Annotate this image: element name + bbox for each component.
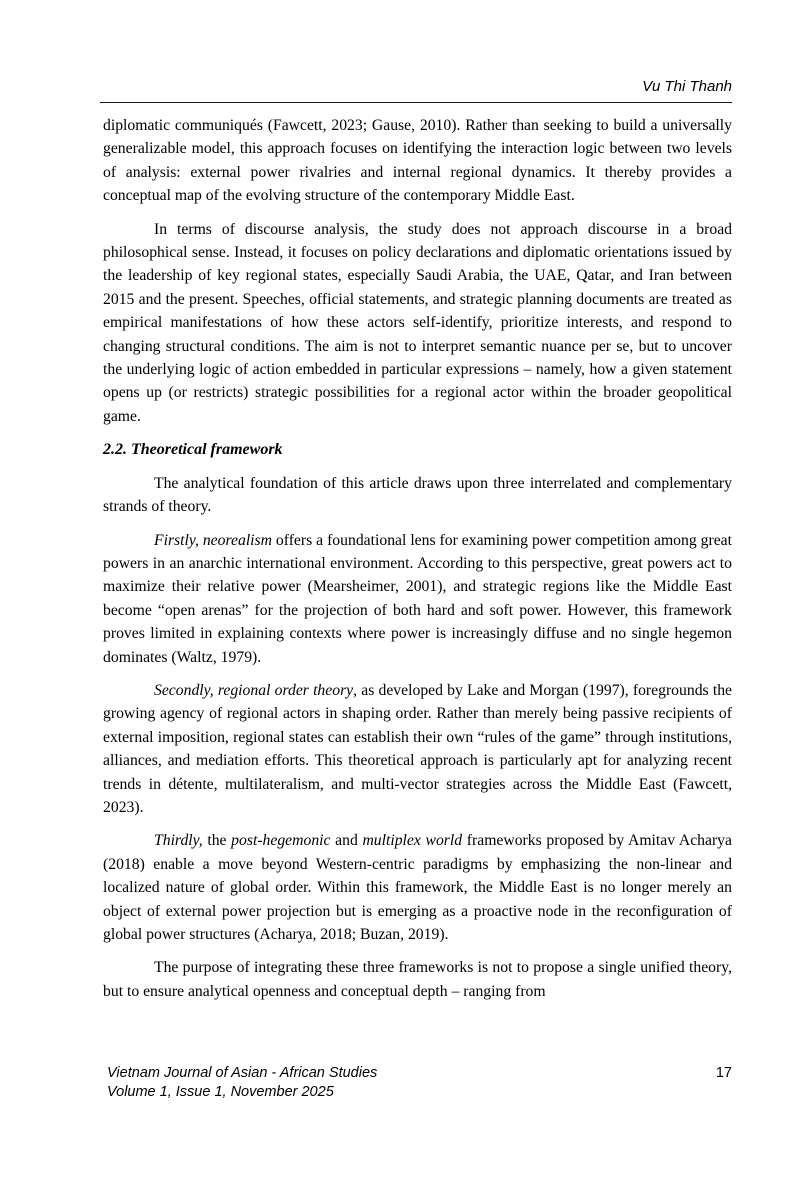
journal-issue: Volume 1, Issue 1, November 2025	[107, 1084, 334, 1100]
body-paragraph: Thirdly, the post-hegemonic and multiplex world frameworks proposed by Amitav Acharya (2018) enable a move beyond Western-centric paradigms by emphasizing the non-linear and localized nature of global order. Within this framework, the Middle East is no longer merely an object of external power projection but is emerging as a proactive node in the reconfiguration of global power structures (Acharya, 2018; Buzan, 2019).	[103, 832, 732, 943]
journal-title: Vietnam Journal of Asian - African Studies	[107, 1065, 378, 1081]
article-body	[103, 114, 732, 1013]
page-number: 17	[715, 1065, 732, 1081]
body-paragraph: Secondly, regional order theory, as developed by Lake and Morgan (1997), foregrounds the growing agency of regional actors in shaping order. Rather than merely being passive recipients of external imposition, regional states can establish their own “rules of the game” through institutions, alliances, and mediation efforts. This theoretical approach is particularly apt for analyzing recent trends in détente, multilateralism, and multi-vector strategies across the Middle East (Fawcett, 2023).	[103, 681, 733, 816]
body-paragraph: The analytical foundation of this article draws upon three interrelated and complementary strands of theory.	[103, 474, 732, 516]
running-head-author: Vu Thi Thanh	[642, 78, 732, 95]
section-heading: 2.2. Theoretical framework	[103, 441, 283, 459]
page-header	[100, 78, 732, 103]
page-footer	[107, 1064, 732, 1102]
body-paragraph: The purpose of integrating these three frameworks is not to propose a single unified theory, but to ensure analytical openness and conceptual depth – ranging from	[103, 959, 732, 1000]
body-paragraph: In terms of discourse analysis, the study does not approach discourse in a broad philosophical sense. Instead, it focuses on policy declarations and diplomatic orientations issued by the leadership of key regional states, especially Saudi Arabia, the UAE, Qatar, and Iran between 2015 and the present. Speeches, official statements, and strategic planning documents are treated as empirical manifestations of how these actors self-identify, prioritize interests, and respond to changing structural conditions. The aim is not to interpret semantic nuance per se, but to uncover the underlying logic of action embedded in particular expressions – namely, how a given statement opens up (or restricts) strategic possibilities for a regional actor within the broader geopolitical game.	[103, 220, 732, 425]
body-paragraph: diplomatic communiqués (Fawcett, 2023; Gause, 2010). Rather than seeking to build a universally generalizable model, this approach focuses on identifying the interaction logic between two levels of analysis: external power rivalries and internal regional dynamics. It thereby provides a conceptual map of the evolving structure of the contemporary Middle East.	[103, 117, 732, 205]
body-paragraph: Firstly, neorealism offers a foundational lens for examining power competition among great powers in an anarchic international environment. According to this perspective, great powers act to maximize their relative power (Mearsheimer, 2001), and strategic regions like the Middle East become “open arenas” for the projection of both hard and soft power. However, this framework proves limited in explaining contexts where power is increasingly diffuse and no single hegemon dominates (Waltz, 1979).	[103, 531, 732, 666]
journal-info	[107, 1064, 377, 1102]
